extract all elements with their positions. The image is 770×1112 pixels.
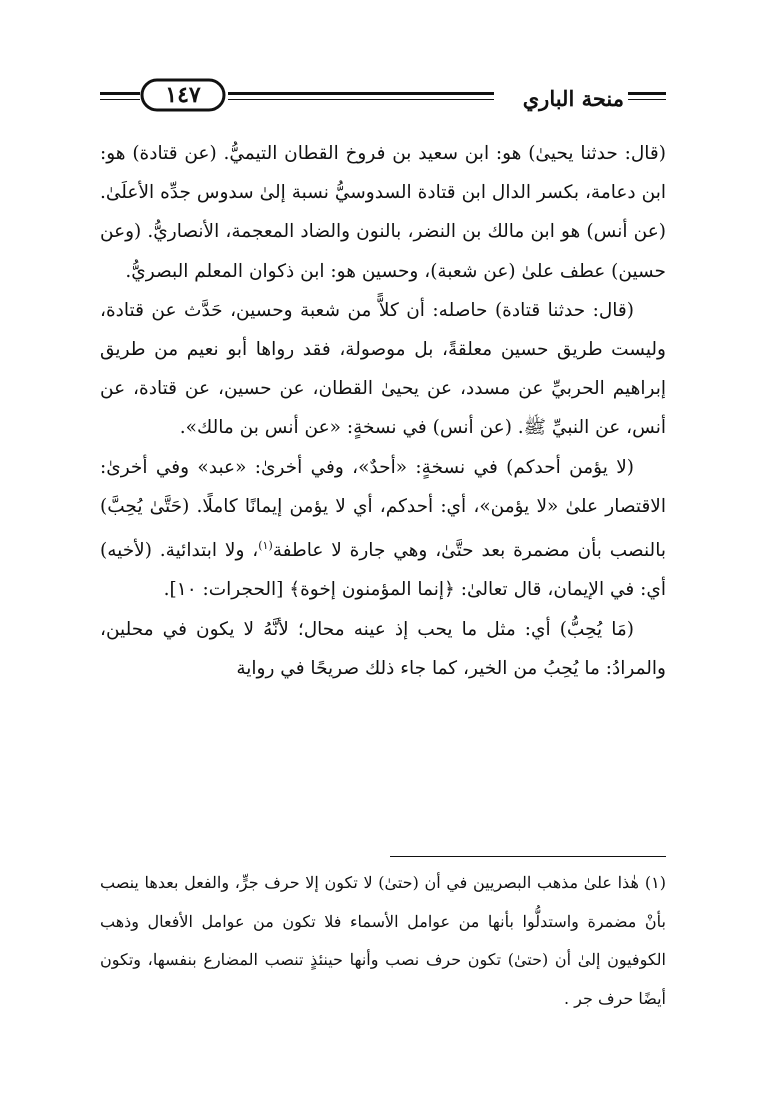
footnote-text: هٰذا علىٰ مذهب البصريين في أن (حتىٰ) لا تكون إلا حرف جرٍّ، والفعل بعدها ينصب بأنْ مضمرة واستدلُّوا بأنها من عوامل الأسماء فلا تكون من عوامل الأفعال وذهب الكوفيون إلىٰ أن (حتىٰ) تكون حرف نصب وأنها حينئذٍ تنصب المضارع بنفسها، وتكون أيضًا حرف جر . (100, 873, 666, 1008)
paragraph-3 (100, 448, 666, 610)
running-title: منحة الباري (522, 86, 624, 111)
running-header (100, 72, 666, 122)
header-rule-left-bottom (100, 99, 140, 100)
paragraph-3-text: (لا يؤمن أحدكم) في نسخةٍ: «أحدٌ»، وفي أخرىٰ: «عبد» وفي أخرىٰ: الاقتصار علىٰ «لا يؤمن»، أي: أحدكم، أي لا يؤمن إيمانًا كاملًا. (حَتَّىٰ يُحِبَّ) بالنصب بأن مضمرة بعد حتَّىٰ، وهي جارة لا عاطفة (100, 456, 666, 562)
page-number: ١٤٧ (165, 82, 201, 108)
header-rule-middle-top (228, 92, 494, 95)
header-rule-middle-bottom (228, 99, 494, 100)
header-rule-right-top (628, 92, 666, 95)
paragraph-2: (قال: حدثنا قتادة) حاصله: أن كلاًّ من شعبة وحسين، حَدَّث عن قتادة، وليست طريق حسين معلقةً، بل موصولة، فقد رواها أبو نعيم من طريق إبراهيم الحربيِّ عن مسدد، عن يحيىٰ القطان، عن حسين، عن قتادة، عن أنس، عن النبيِّ ﷺ. (عن أنس) في نسخةٍ: «عن أنس بن مالك». (100, 299, 666, 439)
footnote-marker: (١) (644, 873, 666, 892)
header-rule-left-top (100, 92, 140, 95)
footnote-reference[interactable]: (١) (258, 539, 273, 553)
footnote-separator (390, 856, 666, 857)
paragraph-4: (مَا يُحِبُّ) أي: مثل ما يحب إذ عينه محال؛ لأنَّهُ لا يكون في محلين، والمرادُ: ما يُحِبُ من الخير، كما جاء ذلك صريحًا في رواية (100, 618, 666, 679)
footnote (100, 864, 666, 1018)
header-rule-right-bottom (628, 99, 666, 100)
page-number-badge (140, 78, 226, 112)
paragraph-1: (قال: حدثنا يحيىٰ) هو: ابن سعيد بن فروخ القطان التيميُّ. (عن قتادة) هو: ابن دعامة، بكسر الدال ابن قتادة السدوسيُّ نسبة إلىٰ سدوس جدِّه الأعلَىٰ. (عن أنس) هو ابن مالك بن النضر، بالنون والضاد المعجمة، الأنصاريُّ. (وعن حسين) عطف علىٰ (عن شعبة)، وحسين هو: ابن ذكوان المعلم البصريُّ. (100, 143, 666, 282)
main-text (100, 134, 666, 688)
footnote-1 (100, 864, 666, 1018)
paragraph-3-tail: ، ولا ابتدائية. (لأخيه) أي: في الإيمان، قال تعالىٰ: ﴿إنما المؤمنون إخوة﴾ [الحجرات: ١٠]. (100, 540, 666, 601)
